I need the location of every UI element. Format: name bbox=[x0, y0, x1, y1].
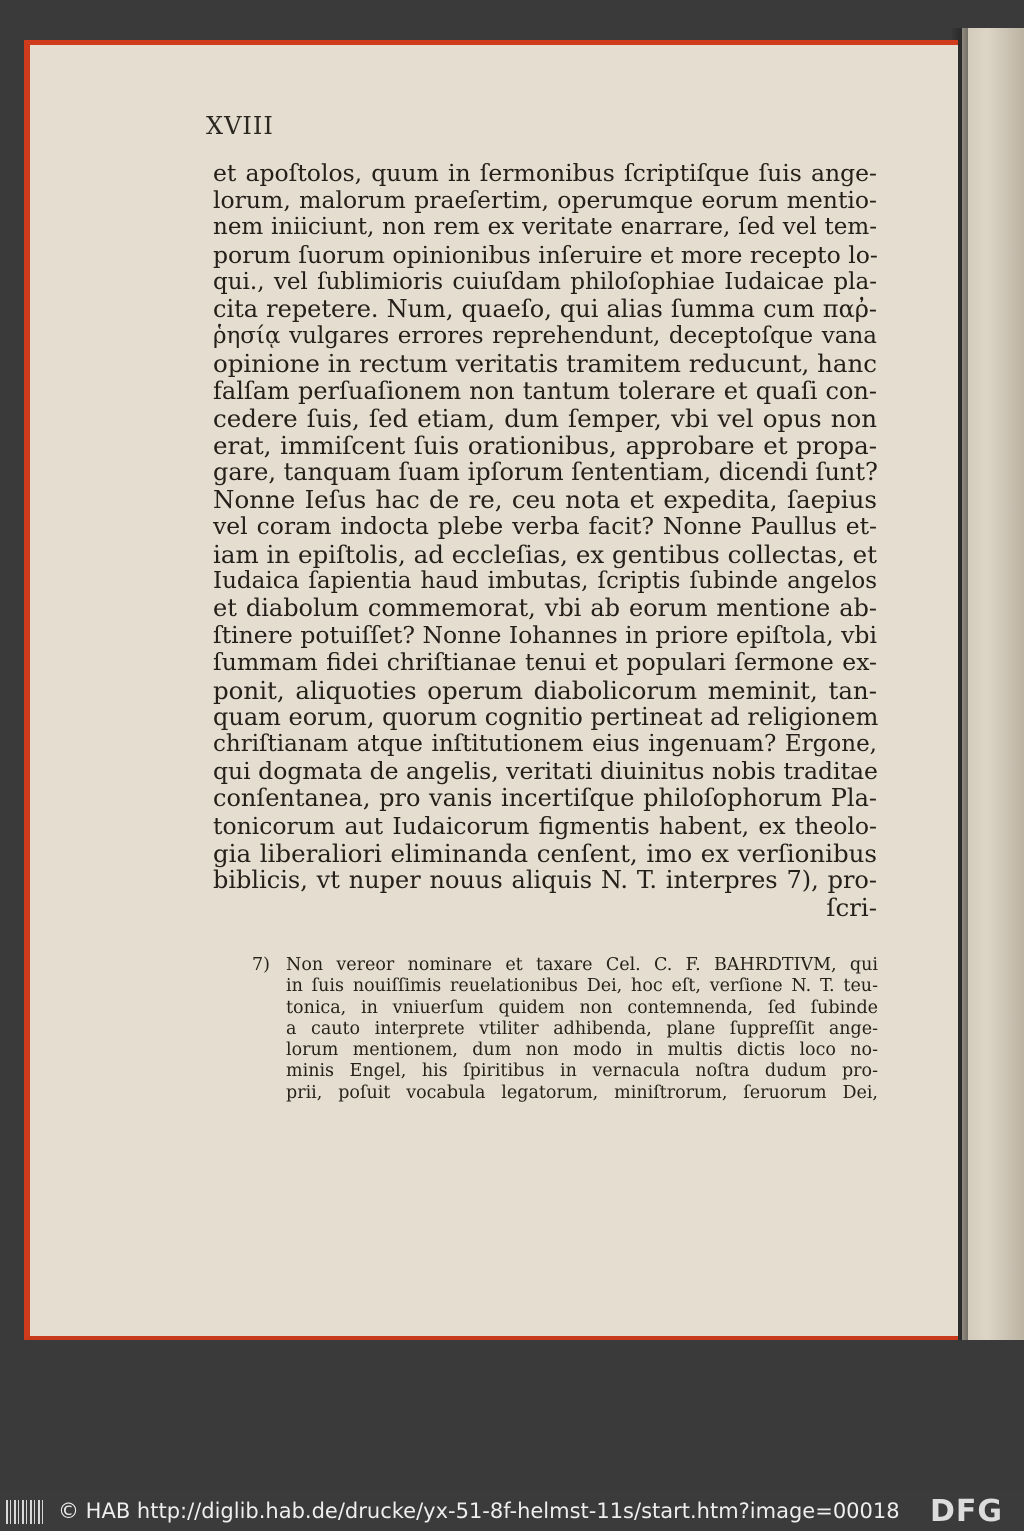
body-line: ῥησίᾳ vulgares errores reprehendunt, deceptoſque vana bbox=[213, 323, 877, 350]
footnote bbox=[252, 955, 878, 1104]
body-line: iam in epiſtolis, ad eccleſias, ex gentibus collectas, et bbox=[213, 539, 877, 569]
catchword: ſcri- bbox=[826, 893, 877, 923]
body-line: qui dogmata de angelis, veritati diuinitus nobis traditae bbox=[213, 757, 878, 786]
body-line: et apoſtolos, quum in ſermonibus ſcriptiſque ſuis ange- bbox=[213, 159, 877, 187]
credit-link[interactable]: © HAB http://diglib.hab.de/drucke/yx-51-8f-helmst-11s/start.htm?image=00018 bbox=[58, 1499, 900, 1523]
footnote-line: tonica, in vniuerſum quidem non contemnenda, ſed ſubinde bbox=[286, 997, 878, 1018]
body-line: porum ſuorum opinionibus inſeruire et more recepto lo- bbox=[213, 240, 878, 269]
body-line: erat, immiſcent ſuis orationibus, approbare et propa- bbox=[213, 430, 877, 460]
body-line: Iudaica ſapientia haud imbutas, ſcriptis ſubinde angelos bbox=[213, 567, 877, 594]
footnote-line bbox=[252, 955, 878, 976]
body-line: vel coram indocta plebe verba facit? Nonne Paullus et- bbox=[213, 512, 877, 541]
body-line: gare, tanquam ſuam ipſorum ſententiam, dicendi ſunt? bbox=[213, 458, 878, 487]
body-line: lorum, malorum praeſertim, operumque eorum mentio- bbox=[213, 186, 877, 215]
barcode-icon bbox=[6, 1500, 46, 1524]
body-line: opinione in rectum veritatis tramitem reducunt, hanc bbox=[213, 349, 877, 379]
footnote-line: minis Engel, his ſpiritibus in vernacula noſtra dudum pro- bbox=[286, 1061, 878, 1082]
body-line: falſam perſuaſionem non tantum tolerare et quaſi con- bbox=[213, 376, 877, 405]
footnote-line: lorum mentionem, dum non modo in multis dictis loco no- bbox=[286, 1040, 878, 1061]
page-number: XVIII bbox=[206, 112, 274, 140]
body-line: cedere ſuis, ſed etiam, dum ſemper, vbi vel opus non bbox=[213, 403, 877, 433]
adjacent-page-edge bbox=[962, 28, 1024, 1340]
dfg-logo: DFG bbox=[930, 1494, 1004, 1529]
body-line: quam eorum, quorum cognitio pertineat ad religionem bbox=[213, 702, 879, 731]
body-line: Nonne Ieſus hac de re, ceu nota et expedita, ſaepius bbox=[213, 485, 877, 515]
body-line: gia liberaliori eliminanda cenſent, imo ex verſionibus bbox=[213, 838, 877, 868]
footnote-line: prii, poſuit vocabula legatorum, miniſtrorum, ſeruorum Dei, bbox=[286, 1082, 878, 1103]
footnote-line-text: Non vereor nominare et taxare Cel. C. F. BAHRDTIVM, qui bbox=[286, 955, 878, 975]
body-line: ſtinere potuiſſet? Nonne Iohannes in priore epiſtola, vbi bbox=[213, 621, 877, 650]
footnote-line: in ſuis nouiſſimis reuelationibus Dei, hoc eſt, verſione N. T. teu- bbox=[286, 976, 878, 997]
body-line: et diabolum commemorat, vbi ab eorum mentione ab- bbox=[213, 594, 877, 622]
footnote-line: a cauto interprete vtiliter adhibenda, plane ſuppreſſit ange- bbox=[286, 1018, 878, 1039]
body-line: ponit, aliquoties operum diabolicorum meminit, tan- bbox=[213, 675, 877, 705]
body-line: tonicorum aut Iudaicorum figmentis habent, ex theolo- bbox=[213, 811, 877, 840]
body-text bbox=[213, 160, 877, 921]
body-line: cita repetere. Num, quaeſo, qui alias ſumma cum παῤ- bbox=[213, 294, 877, 323]
body-line: ſummam fidei chriſtianae tenui et populari ſermone ex- bbox=[213, 648, 877, 677]
body-line: chriſtianam atque inſtitutionem eius ingenuam? Ergone, bbox=[213, 730, 877, 757]
footnote-marker: 7) bbox=[252, 955, 270, 975]
body-line: biblicis, vt nuper nouus aliquis N. T. interpres 7), pro- bbox=[213, 865, 877, 894]
body-line: qui., vel ſublimioris cuiuſdam philoſophiae Iudaicae pla- bbox=[213, 268, 877, 295]
body-line: nem iniiciunt, non rem ex veritate enarrare, ſed vel tem- bbox=[213, 214, 877, 241]
body-line: conſentanea, pro vanis incertiſque philoſophorum Pla- bbox=[213, 784, 877, 813]
footer-bar bbox=[0, 1490, 1024, 1531]
